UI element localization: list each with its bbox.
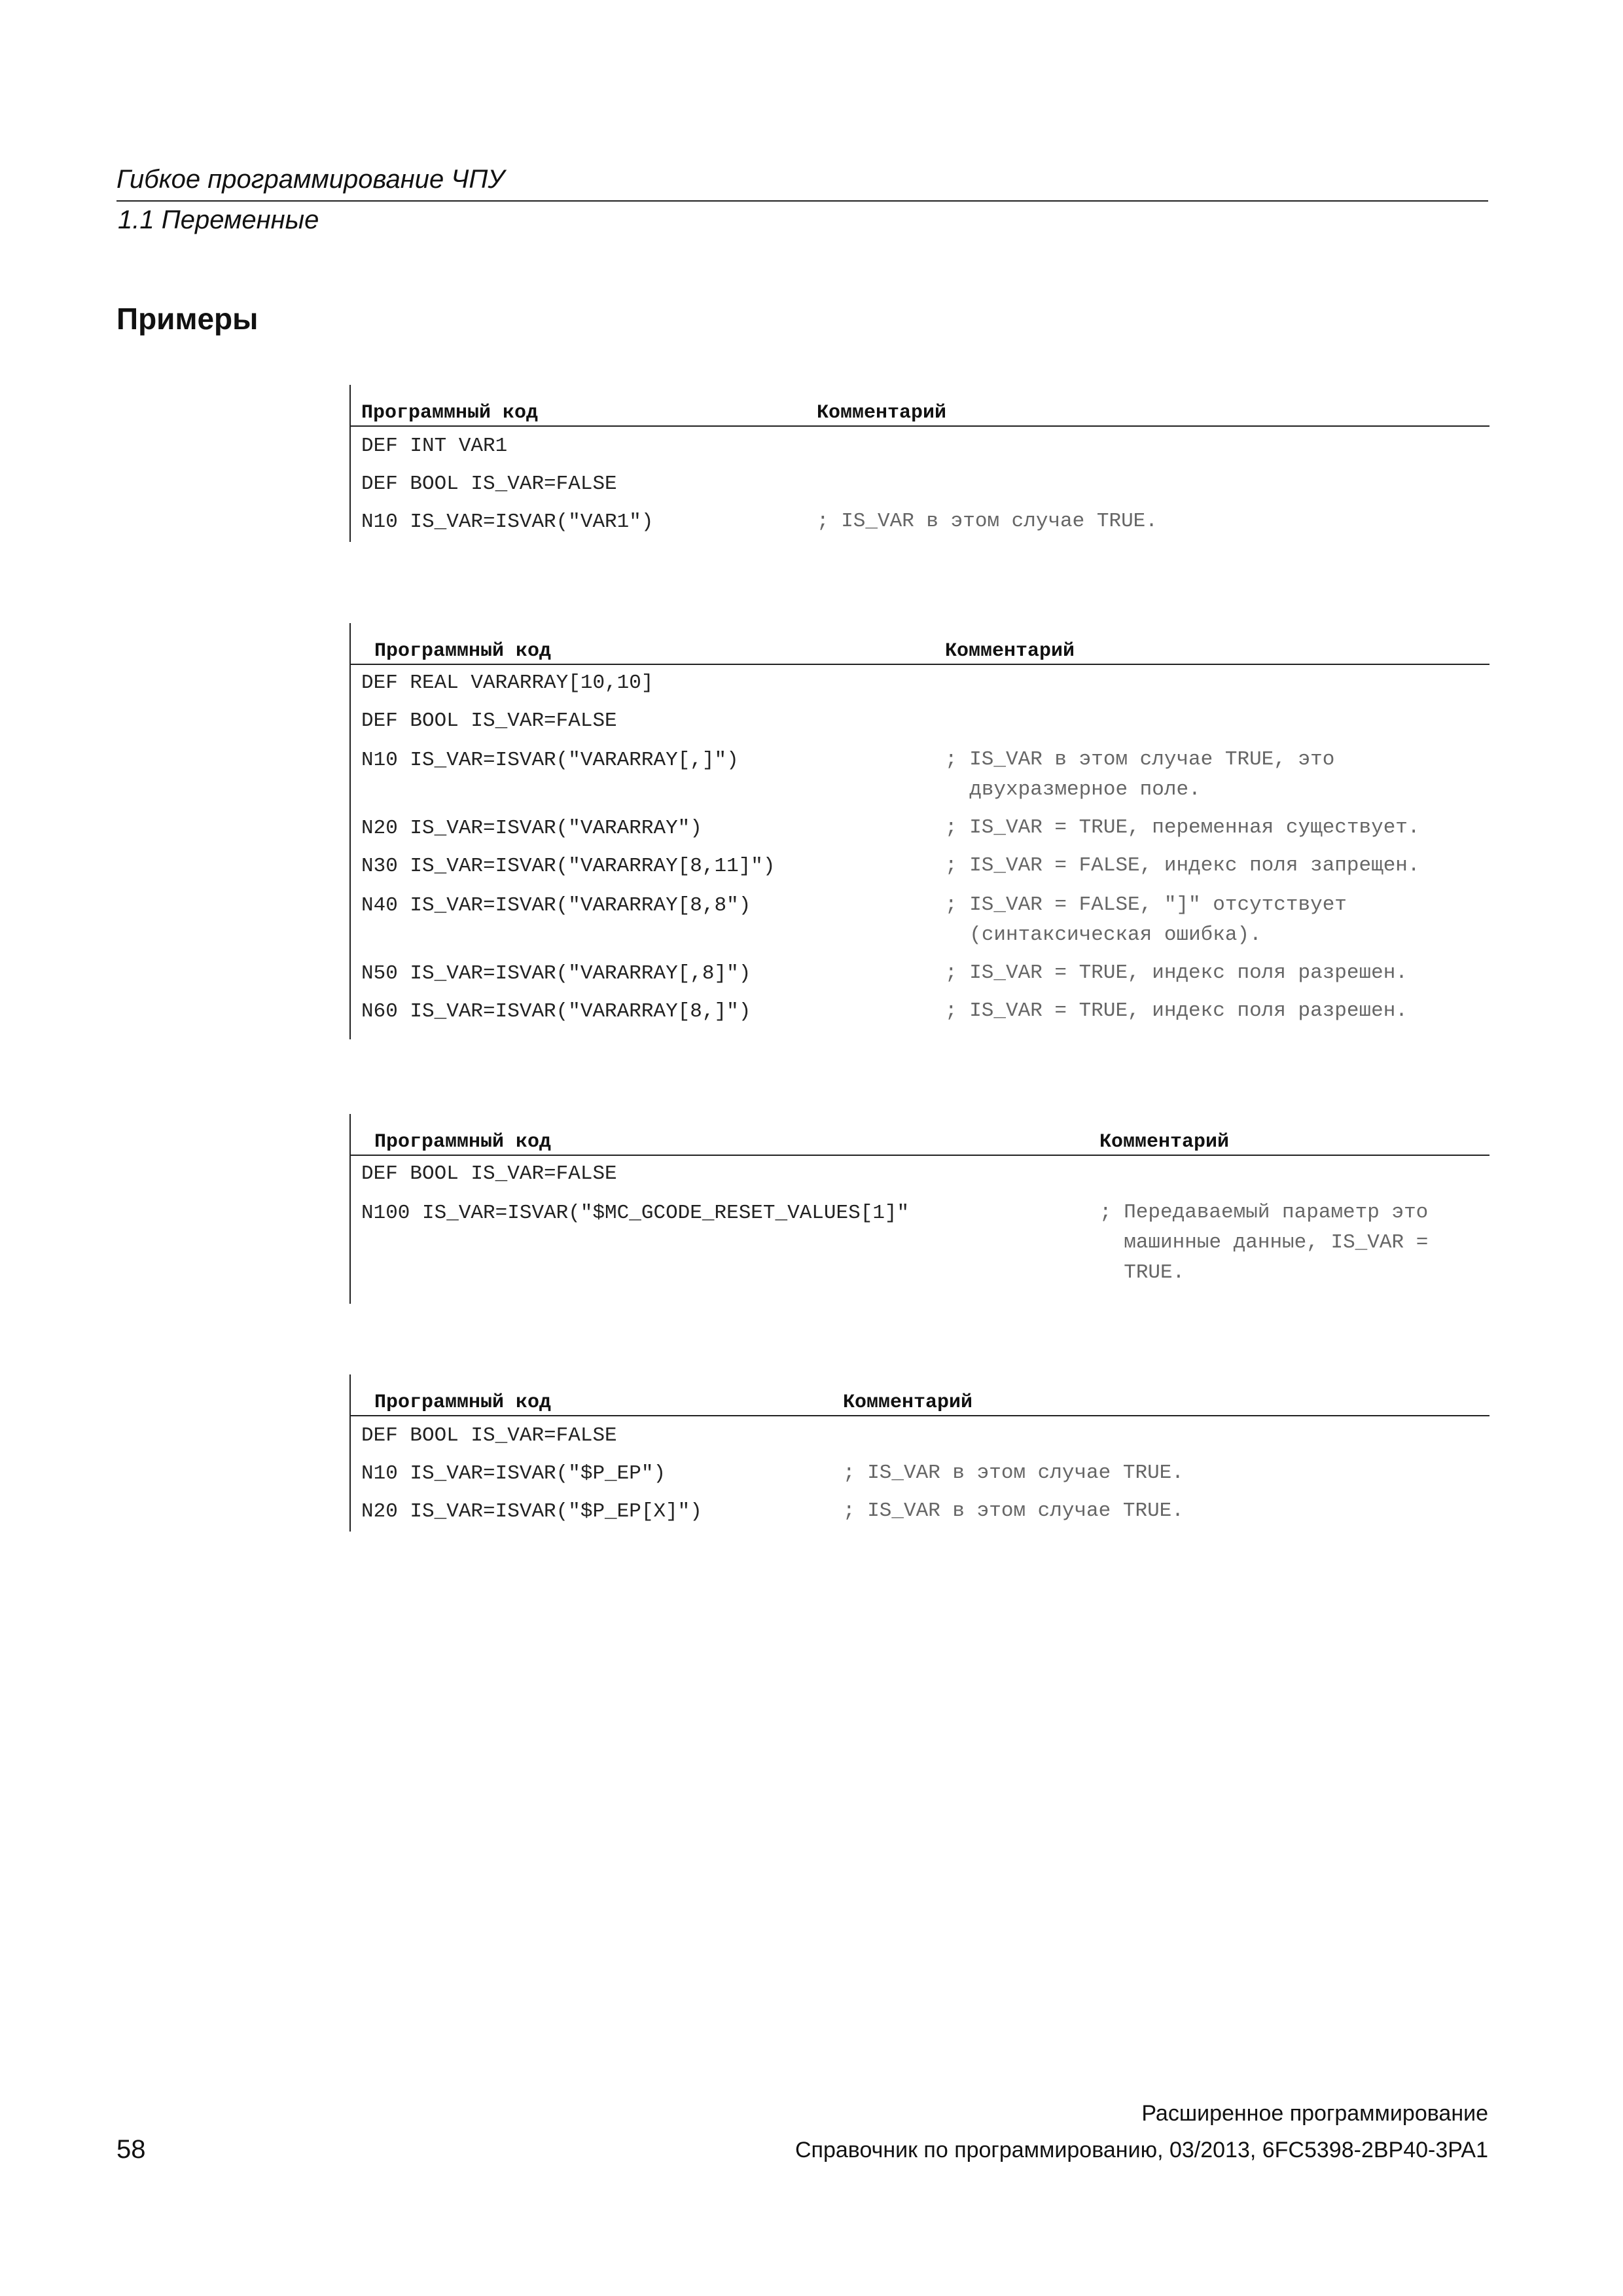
comment-cell: ; IS_VAR = TRUE, индекс поля разрешен. [945,999,1408,1022]
column-header-comment: Комментарий [817,402,947,424]
code-cell: N40 IS_VAR=ISVAR("VARARRAY[8,8") [361,894,751,917]
code-cell: N50 IS_VAR=ISVAR("VARARRAY[,8]") [361,962,751,985]
comment-cell: ; IS_VAR в этом случае TRUE, это двухразмерное поле. [945,748,1335,801]
code-cell: N20 IS_VAR=ISVAR("VARARRAY") [361,817,702,840]
code-cell: DEF INT VAR1 [361,435,508,457]
code-cell: DEF BOOL IS_VAR=FALSE [361,709,617,732]
code-cell: DEF BOOL IS_VAR=FALSE [361,473,617,495]
code-table-3 [349,1114,1489,1304]
code-cell: N20 IS_VAR=ISVAR("$P_EP[X]") [361,1500,702,1523]
comment-cell: ; IS_VAR = TRUE, переменная существует. [945,816,1420,839]
section-heading: 1.1 Переменные [118,206,319,234]
comment-cell: ; IS_VAR в этом случае TRUE. [843,1462,1184,1484]
comment-cell: ; IS_VAR = FALSE, "]" отсутствует (синтаксическая ошибка). [945,893,1347,946]
table-header [351,623,1489,665]
comment-cell: ; IS_VAR = FALSE, индекс поля запрещен. [945,854,1420,877]
column-header-code: Программный код [361,402,539,424]
code-cell: N100 IS_VAR=ISVAR("$MC_GCODE_RESET_VALUES[1]" [361,1202,910,1225]
code-cell: N10 IS_VAR=ISVAR("VARARRAY[,]") [361,749,739,772]
code-cell: DEF BOOL IS_VAR=FALSE [361,1424,617,1447]
code-table-4 [349,1374,1489,1532]
comment-cell: ; Передаваемый параметр это машинные данные, IS_VAR = TRUE. [1099,1201,1429,1284]
comment-cell: ; IS_VAR в этом случае TRUE. [843,1499,1184,1522]
column-header-code: Программный код [374,1391,552,1414]
code-table-1 [349,385,1489,542]
footer-title: Расширенное программирование [1141,2101,1488,2126]
code-cell: N30 IS_VAR=ISVAR("VARARRAY[8,11]") [361,855,776,878]
column-header-comment: Комментарий [843,1391,973,1414]
page-number: 58 [116,2135,146,2164]
comment-cell: ; IS_VAR = TRUE, индекс поля разрешен. [945,961,1408,984]
column-header-comment: Комментарий [945,640,1075,662]
code-cell: DEF BOOL IS_VAR=FALSE [361,1162,617,1185]
comment-cell: ; IS_VAR в этом случае TRUE. [817,510,1158,533]
column-header-code: Программный код [374,1131,552,1153]
code-table-2 [349,623,1489,1039]
header-divider [116,200,1488,202]
chapter-title: Гибкое программирование ЧПУ [116,165,505,194]
examples-title: Примеры [116,302,259,336]
table-header [351,1374,1489,1416]
table-header [351,1114,1489,1156]
column-header-code: Программный код [374,640,552,662]
code-cell: N60 IS_VAR=ISVAR("VARARRAY[8,]") [361,1000,751,1023]
code-cell: DEF REAL VARARRAY[10,10] [361,672,654,694]
code-cell: N10 IS_VAR=ISVAR("VAR1") [361,511,654,533]
table-header [351,385,1489,427]
code-cell: N10 IS_VAR=ISVAR("$P_EP") [361,1462,666,1485]
column-header-comment: Комментарий [1099,1131,1230,1153]
footer-reference: Справочник по программированию, 03/2013, 6FC5398-2BP40-3PA1 [795,2138,1488,2162]
